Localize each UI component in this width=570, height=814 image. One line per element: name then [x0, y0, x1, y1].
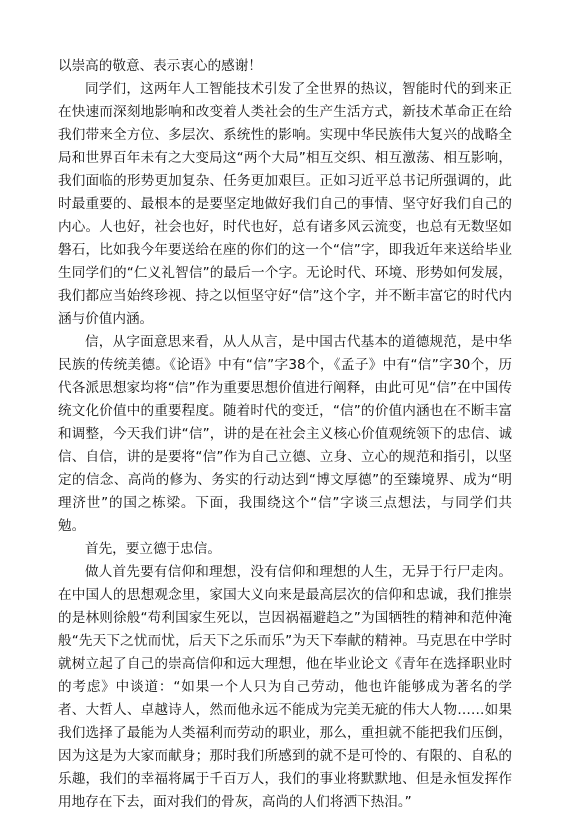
- paragraph-section-heading-first: 首先，要立德于忠信。: [85, 541, 221, 557]
- paragraph-belief-and-ideals: 做人首先要有信仰和理想，没有信仰和理想的人生，无异于行尸走肉。在中国人的思想观念里，家国大义向来是最高层次的信仰和忠诚，我们推崇的是林则徐般“苟利国家生死以，岂因祸福避趋之”为国牺牲的精神和范仲淹般“先天下之忧而忧，后天下之乐而乐”为天下奉献的精神。马克思在中学时就树立起了自己的崇高信仰和远大理想，他在毕业论文《青年在选择职业时的考虑》中谈道：“如果一个人只为自己劳动，他也许能够成为著名的学者、大哲人、卓越诗人，然而他永远不能成为完美无疵的伟大人物……如果我们选择了最能为人类福利而劳动的职业，那么，重担就不能把我们压倒，因为这是为大家而献身；那时我们所感到的就不是可怜的、有限的、自私的乐趣，我们的幸福将属于千百万人，我们的事业将默默地、但是永恒发挥作用地存在下去，面对我们的骨灰，高尚的人们将洒下热泪。”: [58, 564, 512, 810]
- paragraph-ai-era: 同学们，这两年人工智能技术引发了全世界的热议，智能时代的到来正在快速而深刻地影响和改变着人类社会的生产生活方式，新技术革命正在给我们带来全方位、多层次、系统性的影响。实现中华民族伟大复兴的战略全局和世界百年未有之大变局这“两个大局”相互交织、相互激荡、相互影响，我们面临的形势更加复杂、任务更加艰巨。正如习近平总书记所强调的，此时最重要的、最根本的是要坚定地做好我们自己的事情、坚守好我们自己的内心。人也好，社会也好，时代也好，总有诸多风云流变，也总有无数坚如磐石，比如我今年要送给在座的你们的这一个“信”字，即我近年来送给毕业生同学们的“仁义礼智信”的最后一个字。无论时代、环境、形势如何发展，我们都应当始终珍视、持之以恒坚守好“信”这个字，并不断丰富它的时代内涵与价值内涵。: [58, 81, 512, 327]
- paragraph-meaning-of-xin: 信，从字面意思来看，从人从言，是中国古代基本的道德规范，是中华民族的传统美德。《论语》中有“信”字38个，《孟子》中有“信”字30个，历代各派思想家均将“信”作为重要思想价值进行阐释，由此可见“信”在中国传统文化价值中的重要程度。随着时代的变迁，“信”的价值内涵也在不断丰富和调整，今天我们讲“信”，讲的是在社会主义核心价值观统领下的忠信、诚信、自信，讲的是要将“信”作为自己立德、立身、立心的规范和指引，以坚定的信念、高尚的修为、务实的行动达到“博文厚德”的至臻境界、成为“明理济世”的国之栋梁。下面，我围绕这个“信”字谈三点想法，与同学们共勉。: [58, 334, 512, 534]
- paragraph-opening-fragment: 以崇高的敬意、表示衷心的感谢！: [58, 58, 262, 74]
